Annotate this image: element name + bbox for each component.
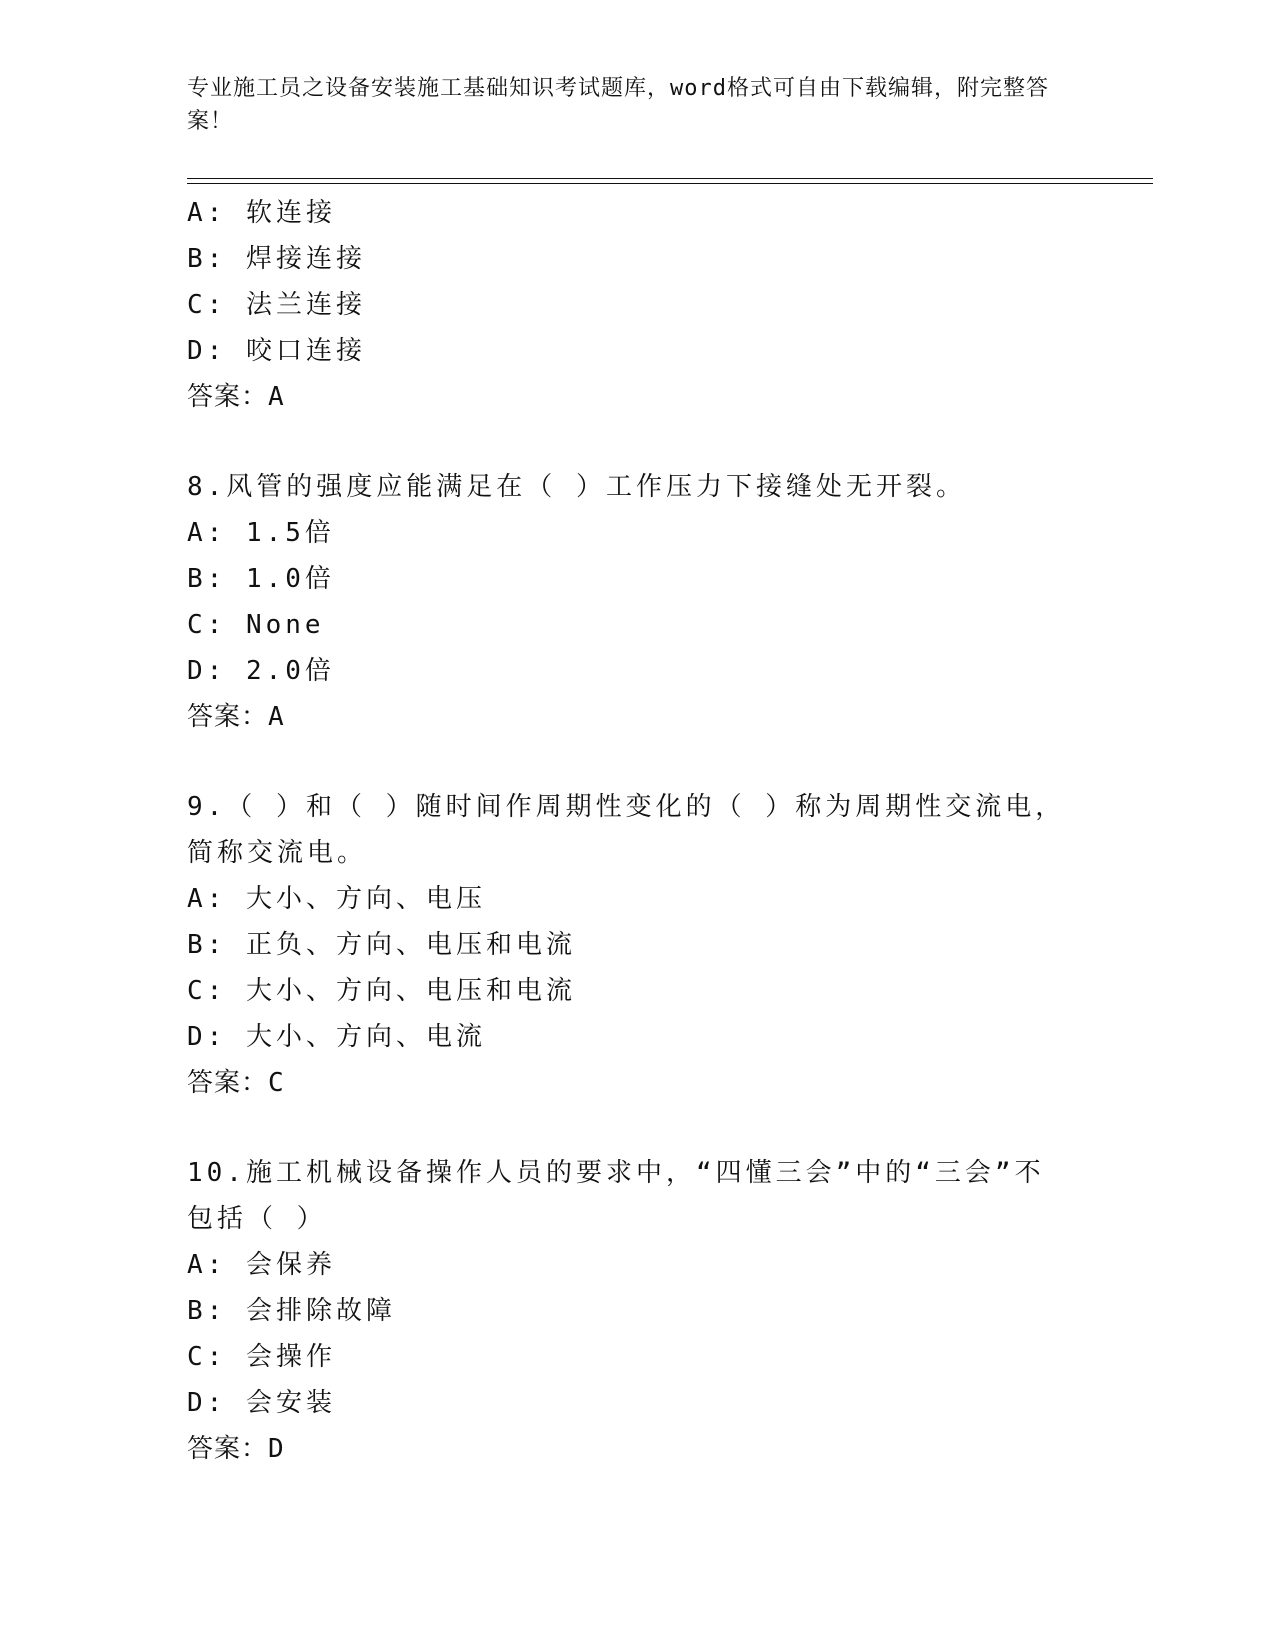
option-c: C: 大小、方向、电压和电流 [187, 976, 576, 1006]
option-b: B: 焊接连接 [187, 244, 366, 274]
option-a: A: 软连接 [187, 198, 336, 228]
option-d: D: 2.0倍 [187, 656, 335, 686]
question-block-9 [187, 784, 1087, 1106]
option-a: A: 1.5倍 [187, 518, 335, 548]
option-a: A: 会保养 [187, 1250, 336, 1280]
answer-line: 答案：A [187, 702, 285, 732]
question-list [187, 190, 1087, 1472]
question-title: 9.（ ）和（ ）随时间作周期性变化的（ ）称为周期性交流电，简称交流电。 [187, 792, 1066, 868]
answer-line: 答案：C [187, 1068, 285, 1098]
header-divider-top [187, 178, 1153, 179]
option-c: C: 法兰连接 [187, 290, 366, 320]
question-block-10 [187, 1150, 1087, 1472]
question-title: 8.风管的强度应能满足在（ ）工作压力下接缝处无开裂。 [187, 472, 966, 502]
document-header: 专业施工员之设备安装施工基础知识考试题库，word格式可自由下载编辑，附完整答案！ [187, 76, 1049, 134]
option-b: B: 正负、方向、电压和电流 [187, 930, 576, 960]
option-d: D: 大小、方向、电流 [187, 1022, 486, 1052]
header-divider-bottom [187, 183, 1153, 184]
option-d: D: 咬口连接 [187, 336, 366, 366]
option-b: B: 会排除故障 [187, 1296, 396, 1326]
option-b: B: 1.0倍 [187, 564, 335, 594]
option-a: A: 大小、方向、电压 [187, 884, 486, 914]
option-c: C: None [187, 610, 325, 640]
question-title: 10.施工机械设备操作人员的要求中，“四懂三会”中的“三会”不包括（ ） [187, 1158, 1045, 1234]
option-c: C: 会操作 [187, 1342, 336, 1372]
question-block-8 [187, 464, 1087, 740]
option-d: D: 会安装 [187, 1388, 336, 1418]
question-block-7 [187, 190, 1087, 420]
answer-line: 答案：A [187, 382, 285, 412]
answer-line: 答案：D [187, 1434, 285, 1464]
